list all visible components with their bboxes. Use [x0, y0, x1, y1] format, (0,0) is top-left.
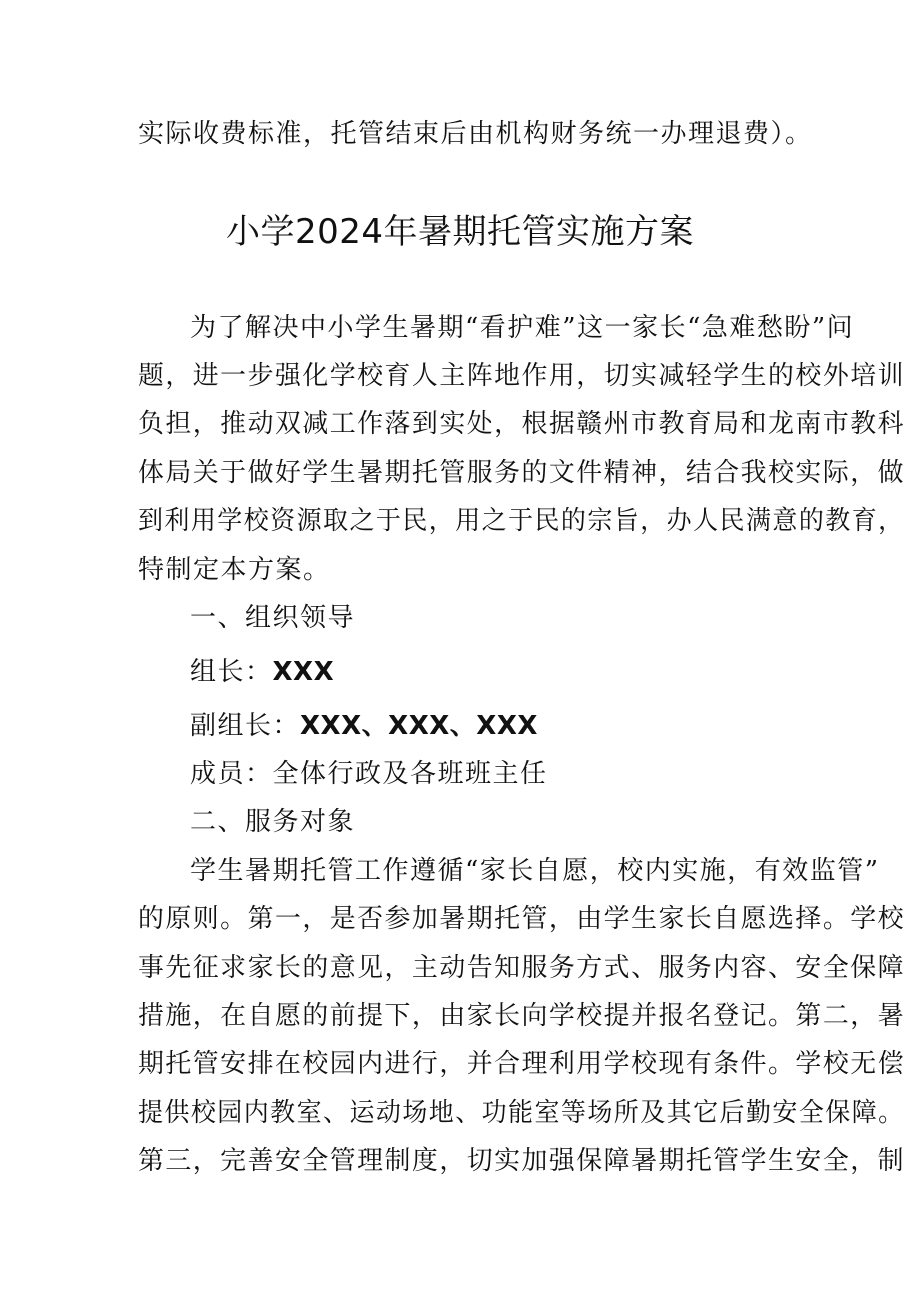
- intro-line-4: 体局关于做好学生暑期托管服务的文件精神，结合我校实际，做: [138, 458, 906, 488]
- leader-value: XXX: [272, 657, 335, 687]
- intro-line-1: 为了解决中小学生暑期“看护难”这一家长“急难愁盼”问: [190, 313, 855, 343]
- leader-row: [190, 654, 334, 690]
- service-line-5: 期托管安排在校园内进行，并合理利用学校现有条件。学校无偿: [138, 1049, 906, 1079]
- section-heading-service-target: 二、服务对象: [190, 807, 356, 837]
- service-line-7: 第三，完善安全管理制度，切实加强保障暑期托管学生安全，制: [138, 1146, 906, 1176]
- service-line-1: 学生暑期托管工作遵循“家长自愿，校内实施，有效监管”: [190, 856, 880, 886]
- continuation-line: 实际收费标准，托管结束后由机构财务统一办理退费）。: [138, 119, 813, 149]
- document-title: 小学2024年暑期托管实施方案: [225, 212, 695, 252]
- deputy-leader-value: XXX、XXX、XXX: [300, 711, 538, 741]
- intro-line-5: 到利用学校资源取之于民，用之于民的宗旨，办人民满意的教育，: [138, 506, 905, 536]
- service-line-6: 提供校园内教室、运动场地、功能室等场所及其它后勤安全保障。: [138, 1098, 905, 1128]
- deputy-leader-row: [190, 708, 538, 744]
- service-line-3: 事先征求家长的意见，主动告知服务方式、服务内容、安全保障: [138, 953, 906, 983]
- intro-line-2: 题，进一步强化学校育人主阵地作用，切实减轻学生的校外培训: [138, 361, 906, 391]
- service-line-2: 的原则。第一，是否参加暑期托管，由学生家长自愿选择。学校: [138, 904, 906, 934]
- deputy-leader-label: 副组长：: [190, 711, 301, 741]
- leader-label: 组长：: [190, 657, 273, 687]
- intro-line-3: 负担，推动双减工作落到实处，根据赣州市教育局和龙南市教科: [138, 409, 906, 439]
- members-row: 成员：全体行政及各班班主任: [190, 759, 548, 789]
- intro-line-6: 特制定本方案。: [138, 555, 331, 585]
- service-line-4: 措施，在自愿的前提下，由家长向学校提并报名登记。第二，暑: [138, 1001, 906, 1031]
- section-heading-organization: 一、组织领导: [190, 603, 356, 633]
